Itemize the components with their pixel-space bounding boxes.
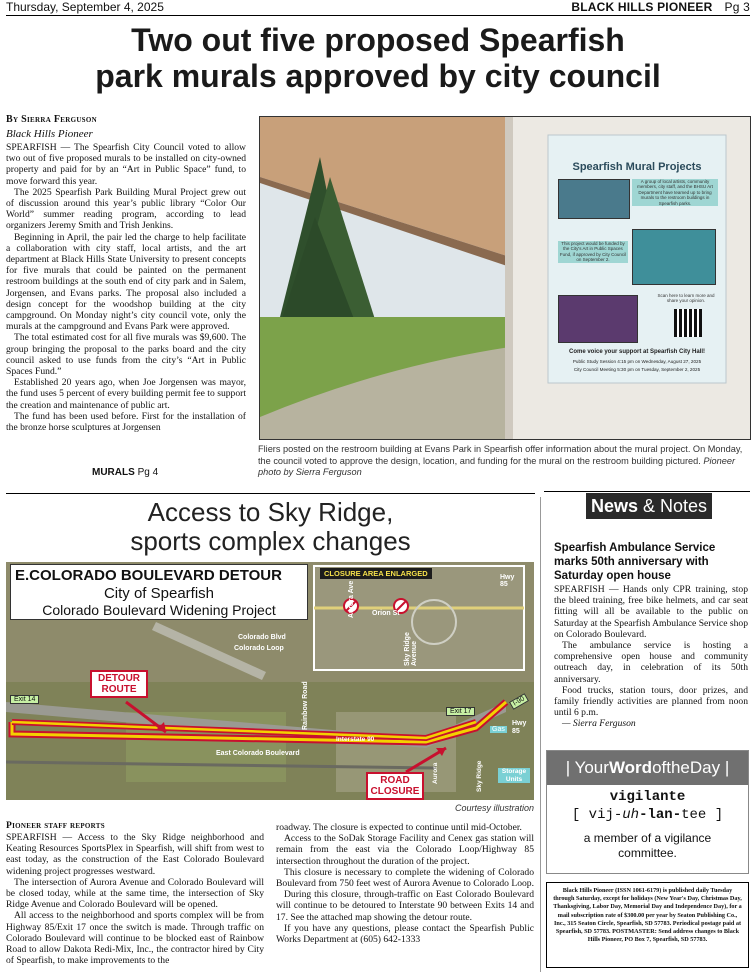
definition: a member of a vigilance committee. xyxy=(583,831,712,860)
paragraph: SPEARFISH — The Spearfish City Council voted to allow two out of five proposed murals to be installed on city-owned property and paid for by an “Art in Public Space” fund, to move forward this year. xyxy=(6,142,246,187)
news-signature: — Sierra Ferguson xyxy=(562,718,636,730)
colorado-loop-label: Colorado Loop xyxy=(234,645,284,652)
gas-label: Gas xyxy=(492,726,505,733)
caption-text: Fliers posted on the restroom building at Evans Park in Spearfish offer information about the mural project. On Monday, the council voted to approve the design, location, and funding for the mural on the restroom building pictured. xyxy=(258,444,743,466)
top-rule xyxy=(6,15,750,16)
pron-bold: -lan- xyxy=(639,807,682,823)
road-closure-label: ROAD CLOSURE xyxy=(366,772,424,800)
article-byline-org: Black Hills Pioneer xyxy=(6,128,93,140)
word-of-the-day xyxy=(546,750,749,874)
aurora-label: Aurora xyxy=(432,762,439,784)
map-subtitle-2: Colorado Boulevard Widening Project xyxy=(42,602,276,618)
section-rule xyxy=(6,493,535,494)
poster-council-meeting: City Council Meeting 5:30 pm on Tuesday, September 2, 2025 xyxy=(573,367,701,372)
paragraph: The 2025 Spearfish Park Building Mural Project grew out of discussion around this year’s public library “Color Our World” summer reading program, according to lead organizers Jeremy Smith and Trish Jenkins. xyxy=(6,186,246,232)
sky-ridge-column-1 xyxy=(6,832,264,972)
paragraph: All access to the neighborhood and sports complex will be from Highway 85/Exit 17 once the switch is made. Through traffic on Colorado Boulevard will continue to be blocked east of Rainbow Road to allow Dakota Redi-Mix, Inc., the contractor hired by City of Spearfish, to make improvements to the xyxy=(6,910,264,967)
paragraph: SPEARFISH — Hands only CPR training, stop the bleed training, free bike helmets, and car seat fitting will all be available to the public on Saturday at the Spearfish Ambulance Service shop on Colorado Boulevard. xyxy=(554,584,748,640)
sky-ridge-headline xyxy=(6,498,535,556)
wod-oftheday: oftheDay xyxy=(652,758,721,777)
pronunciation xyxy=(547,807,748,823)
paragraph: This closure is necessary to complete the widening of Colorado Boulevard from 750 feet west of Aurora Avenue to Colorado Loop. xyxy=(276,866,534,890)
pron-italic: uh xyxy=(622,807,640,823)
detour-route-label: DETOUR ROUTE xyxy=(90,670,148,698)
sky-ridge-column-2 xyxy=(276,822,534,972)
detour-map xyxy=(6,562,534,800)
sidebar-rule xyxy=(544,491,750,492)
storage-units-label: Storage Units xyxy=(498,768,530,783)
mural-thumbnail-1 xyxy=(558,179,630,219)
masthead-name xyxy=(571,0,750,14)
paragraph: The total estimated cost for all five murals was $9,600. The group bringing the proposal to the parks board and the city council asked to use funds from the city’s “Art in Public Spaces Fund.” xyxy=(6,332,246,378)
orion-st-label: Orion St xyxy=(372,610,400,617)
news-notes-banner xyxy=(586,493,712,519)
wod-your: Your xyxy=(574,758,609,777)
map-subtitle-1: City of Spearfish xyxy=(103,585,215,602)
paragraph: The fund has been used before. First for the installation of the bronze horse sculptures at Jorgensen xyxy=(6,410,246,434)
interstate90-label: Interstate 90 xyxy=(336,736,375,743)
sky-ridge-avenue-label: Sky Ridge Avenue xyxy=(404,632,418,666)
exit14-label: Exit 14 xyxy=(10,695,39,704)
news-headline: Spearfish Ambulance Service marks 50th anniversary with Saturday open house xyxy=(554,542,716,582)
photo-caption xyxy=(258,444,752,479)
hwy85-label: Hwy 85 xyxy=(512,720,527,735)
word-of-day-banner: | YourWordoftheDay | xyxy=(547,751,748,785)
map-title: E.COLORADO BOULEVARD DETOUR xyxy=(15,567,282,584)
paragraph: Beginning in April, the pair led the charge to help facilitate a collaboration with city staff, local artists, and the art department at Black Hills State University to present concepts for five murals that could be painted on the permanent restroom buildings at the south end of city park and in Salem, Jorgensen, and Evans parks. The proposal also included a design concept for the woodshop building at the city campground. On Monday night’s city council vote, only the murals at the campground and Evans Park were approved. xyxy=(6,231,246,333)
qr-code-icon xyxy=(674,309,702,337)
wod-word: Word xyxy=(608,758,653,777)
staff-byline: Pioneer staff reports xyxy=(6,821,105,831)
aurora-ave-label: Aurora Ave xyxy=(348,580,355,618)
poster-study-session: Public Study Session 4:15 pm on Wednesday, August 27, 2025 xyxy=(572,359,702,364)
map-title-box xyxy=(10,564,308,620)
poster-note-3: Scan here to learn more and share your opinion. xyxy=(657,293,715,304)
article-jump[interactable] xyxy=(92,467,158,478)
i90-label: I-90 xyxy=(509,693,529,710)
poster-note-2: This project would be funded by the City's Art in Public Spaces Fund, if approved by City Council on September 2. xyxy=(559,241,627,263)
jump-page: Pg 4 xyxy=(137,467,159,478)
exit17-label: Exit 17 xyxy=(446,707,475,716)
main-headline xyxy=(0,22,756,94)
paragraph: The intersection of Aurora Avenue and Colorado Boulevard will be closed today, while at the same time, the intersection of Sky Ridge Avenue and Colorado Boulevard will be opened. xyxy=(6,876,264,911)
sky-headline-line-1: Access to Sky Ridge, xyxy=(147,497,394,527)
rainbow-road-label: Rainbow Road xyxy=(302,681,309,730)
pron-close: tee ] xyxy=(681,807,724,823)
photo-credit: Pioneer photo by Sierra Ferguson xyxy=(258,455,736,477)
jump-label: MURALS xyxy=(92,467,135,478)
colorado-blvd-label: Colorado Blvd xyxy=(238,634,286,641)
paragraph: roadway. The closure is expected to continue until mid-October. xyxy=(276,822,522,833)
paragraph: SPEARFISH — Access to the Sky Ridge neighborhood and Keating Resources SportsPlex in Spearfish, will shift from west to east today, as the construction of the East Colorado Boulevard widening project progresses westward. xyxy=(6,832,264,877)
issue-date: Thursday, September 4, 2025 xyxy=(6,0,164,14)
paragraph: Access to the SoDak Storage Facility and Cenex gas station will remain from the east via the Colorado Loop/Highway 85 intersection throughout the duration of the project. xyxy=(276,833,534,867)
page-number: Pg 3 xyxy=(724,0,750,14)
news-label: News xyxy=(590,496,638,516)
paragraph: Food trucks, station tours, door prizes, and family friendly activities are planned from noon until 6 p.m. xyxy=(554,684,748,719)
poster-title: Spearfish Mural Projects xyxy=(572,161,702,173)
inset-hwy85-label: Hwy 85 xyxy=(500,574,515,588)
paragraph: The ambulance service is hosting a comprehensive open house and community outreach day, in celebration of its 50th anniversary. xyxy=(554,640,748,685)
mural-photo xyxy=(259,116,751,440)
poster-note-1: A group of local artists, community members, city staff, and the BHSU Art Department have teamed up to bring murals to the restroom buildings in Spearfish parks. xyxy=(632,179,718,206)
map-credit: Courtesy illustration xyxy=(454,803,534,813)
article-byline: By Sierra Ferguson xyxy=(6,114,97,125)
mural-thumbnail-2 xyxy=(632,229,716,285)
column-divider xyxy=(540,497,541,972)
daily-word: vigilante xyxy=(609,789,686,805)
notes-label: & Notes xyxy=(643,496,708,516)
publication-statement: Black Hills Pioneer (ISSN 1061-6179) is published daily Tuesday through Saturday, except for holidays (New Year's Day, Christmas Day, Thanksgiving, Labor Day, Memorial Day and Independence Day), for a mail subscription rate of $300.00 per year by Seaton Publishing Co., Inc., 315 Seaton Circle, Spearfish, SD 57783. Periodical postage paid at Spearfish, SD 57783. POSTMASTER: Send address changes to Black Hills Pioneer, PO Box 7, Spearfish, SD 57783. xyxy=(546,882,749,968)
headline-line-2: park murals approved by city council xyxy=(95,58,661,94)
mural-thumbnail-3 xyxy=(558,295,638,343)
mural-article-body xyxy=(6,142,246,460)
paragraph: During this closure, through-traffic on East Colorado Boulevard will continue to be detoured to Interstate 90 between Exits 14 and 17. See the attached map showing the detour route. xyxy=(276,889,534,923)
poster-cta: Come voice your support at Spearfish City Hall! xyxy=(568,349,706,355)
sky-headline-line-2: sports complex changes xyxy=(130,526,411,556)
inset-label: CLOSURE AREA ENLARGED xyxy=(320,568,432,579)
headline-line-1: Two out five proposed Spearfish xyxy=(131,22,625,58)
news-body xyxy=(554,584,748,734)
east-colorado-blvd-label: East Colorado Boulevard xyxy=(216,750,300,757)
sky-ridge-label: Sky Ridge xyxy=(476,760,483,792)
paragraph: Established 20 years ago, when Joe Jorgensen was mayor, the fund uses 5 percent of every building permit fee to support the creation and maintenance of public art. xyxy=(6,377,246,411)
paper-name: BLACK HILLS PIONEER xyxy=(571,0,713,14)
pron-open: [ vij- xyxy=(571,807,623,823)
paragraph: If you have any questions, please contact the Spearfish Public Works Department at (605) 642-1333 xyxy=(276,922,534,946)
